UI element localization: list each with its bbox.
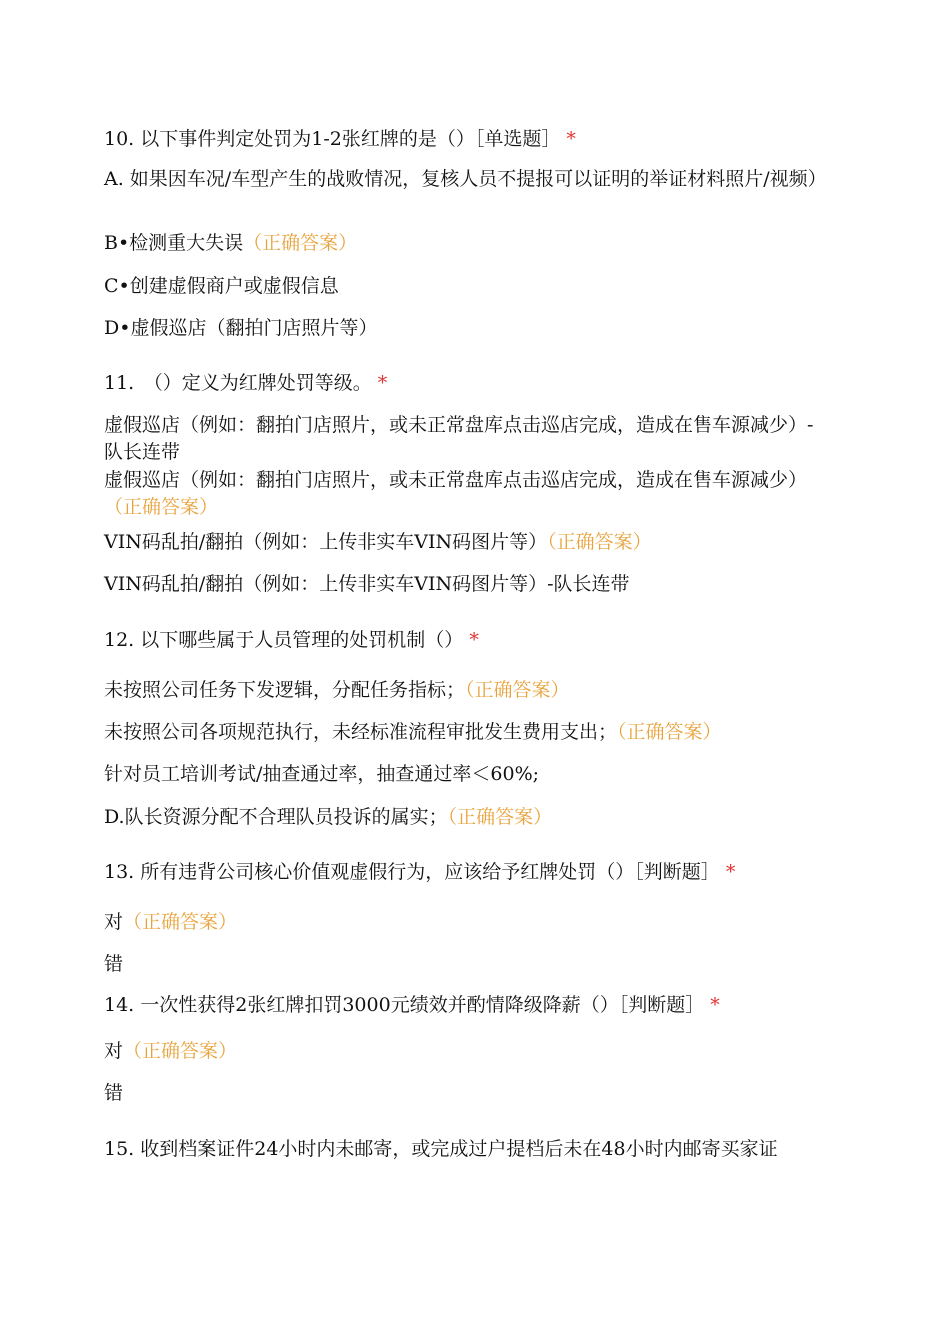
correct-answer-tag: （正确答案） <box>104 496 219 518</box>
question-title-text: 13. 所有违背公司核心价值观虚假行为，应该给予红牌处罚（）［判断题］ <box>104 861 720 883</box>
question-10-option-b[interactable] <box>104 230 844 257</box>
option-text: 未按照公司各项规范执行，未经标准流程审批发生费用支出； <box>104 721 618 743</box>
question-title-text: 15. 收到档案证件24小时内未邮寄，或完成过户提档后未在48小时内邮寄买家证 <box>104 1138 778 1160</box>
option-text: D•虚假巡店（翻拍门店照片等） <box>104 317 378 339</box>
question-10-title <box>104 126 844 153</box>
question-10-option-c[interactable] <box>104 273 844 300</box>
question-14-title <box>104 992 844 1019</box>
option-text: B•检测重大失误 <box>104 232 244 254</box>
question-11-option-4[interactable] <box>104 571 844 598</box>
correct-answer-tag: （正确答案） <box>465 679 570 701</box>
question-title-text: 11. （）定义为红牌处罚等级。 <box>104 372 372 394</box>
option-text: 针对员工培训考试/抽查通过率，抽查通过率＜60%; <box>104 763 540 785</box>
question-13-title <box>104 859 844 886</box>
correct-answer-tag: （正确答案） <box>447 806 553 828</box>
question-15-title <box>104 1136 844 1163</box>
question-10-option-a[interactable] <box>104 166 844 193</box>
correct-answer-tag: （正确答案） <box>123 1040 238 1062</box>
required-mark: * <box>710 994 720 1016</box>
question-12-option-2[interactable] <box>104 719 844 746</box>
correct-answer-tag: （正确答案） <box>123 911 238 933</box>
option-text: 虚假巡店（例如：翻拍门店照片，或未正常盘库点击巡店完成，造成在售车源减少） <box>104 469 808 491</box>
correct-answer-tag: （正确答案） <box>617 721 722 743</box>
question-title-text: 10. 以下事件判定处罚为1-2张红牌的是（）［单选题］ <box>104 128 561 150</box>
option-text: 对 <box>104 911 124 933</box>
option-text: 错 <box>104 1082 124 1104</box>
question-12-title <box>104 627 844 654</box>
required-mark: * <box>725 861 736 883</box>
question-13-option-false[interactable] <box>104 951 844 978</box>
correct-answer-tag: （正确答案） <box>547 531 652 553</box>
question-13-option-true[interactable] <box>104 909 844 936</box>
required-mark: * <box>469 629 479 651</box>
option-text: A. 如果因车况/车型产生的战败情况，复核人员不提报可以证明的举证材料照片/视频） <box>104 168 827 190</box>
option-text: 对 <box>104 1040 124 1062</box>
option-text: 错 <box>104 953 124 975</box>
question-12-option-1[interactable] <box>104 677 844 704</box>
option-text: 未按照公司任务下发逻辑，分配任务指标； <box>104 679 466 701</box>
question-10-option-d[interactable] <box>104 315 844 342</box>
option-text: 虚假巡店（例如：翻拍门店照片，或未正常盘库点击巡店完成，造成在售车源减少）-队长连带 <box>104 414 814 463</box>
question-11-option-2[interactable] <box>104 467 824 521</box>
option-text: D.队长资源分配不合理队员投诉的属实； <box>104 806 448 828</box>
option-text: VIN码乱拍/翻拍（例如：上传非实车VIN码图片等）-队长连带 <box>104 573 630 595</box>
question-14-option-false[interactable] <box>104 1080 844 1107</box>
question-title-text: 14. 一次性获得2张红牌扣罚3000元绩效并酌情降级降薪（）［判断题］ <box>104 994 705 1016</box>
required-mark: * <box>566 128 576 150</box>
option-text: C•创建虚假商户或虚假信息 <box>104 275 339 297</box>
option-text: VIN码乱拍/翻拍（例如：上传非实车VIN码图片等） <box>104 531 548 553</box>
question-12-option-3[interactable] <box>104 761 844 788</box>
question-11-title <box>104 370 844 397</box>
required-mark: * <box>377 372 388 394</box>
question-14-option-true[interactable] <box>104 1038 844 1065</box>
question-11-option-1[interactable] <box>104 412 824 466</box>
correct-answer-tag: （正确答案） <box>243 232 358 254</box>
question-12-option-4[interactable] <box>104 804 844 831</box>
question-title-text: 12. 以下哪些属于人员管理的处罚机制（） <box>104 629 464 651</box>
question-11-option-3[interactable] <box>104 529 844 556</box>
